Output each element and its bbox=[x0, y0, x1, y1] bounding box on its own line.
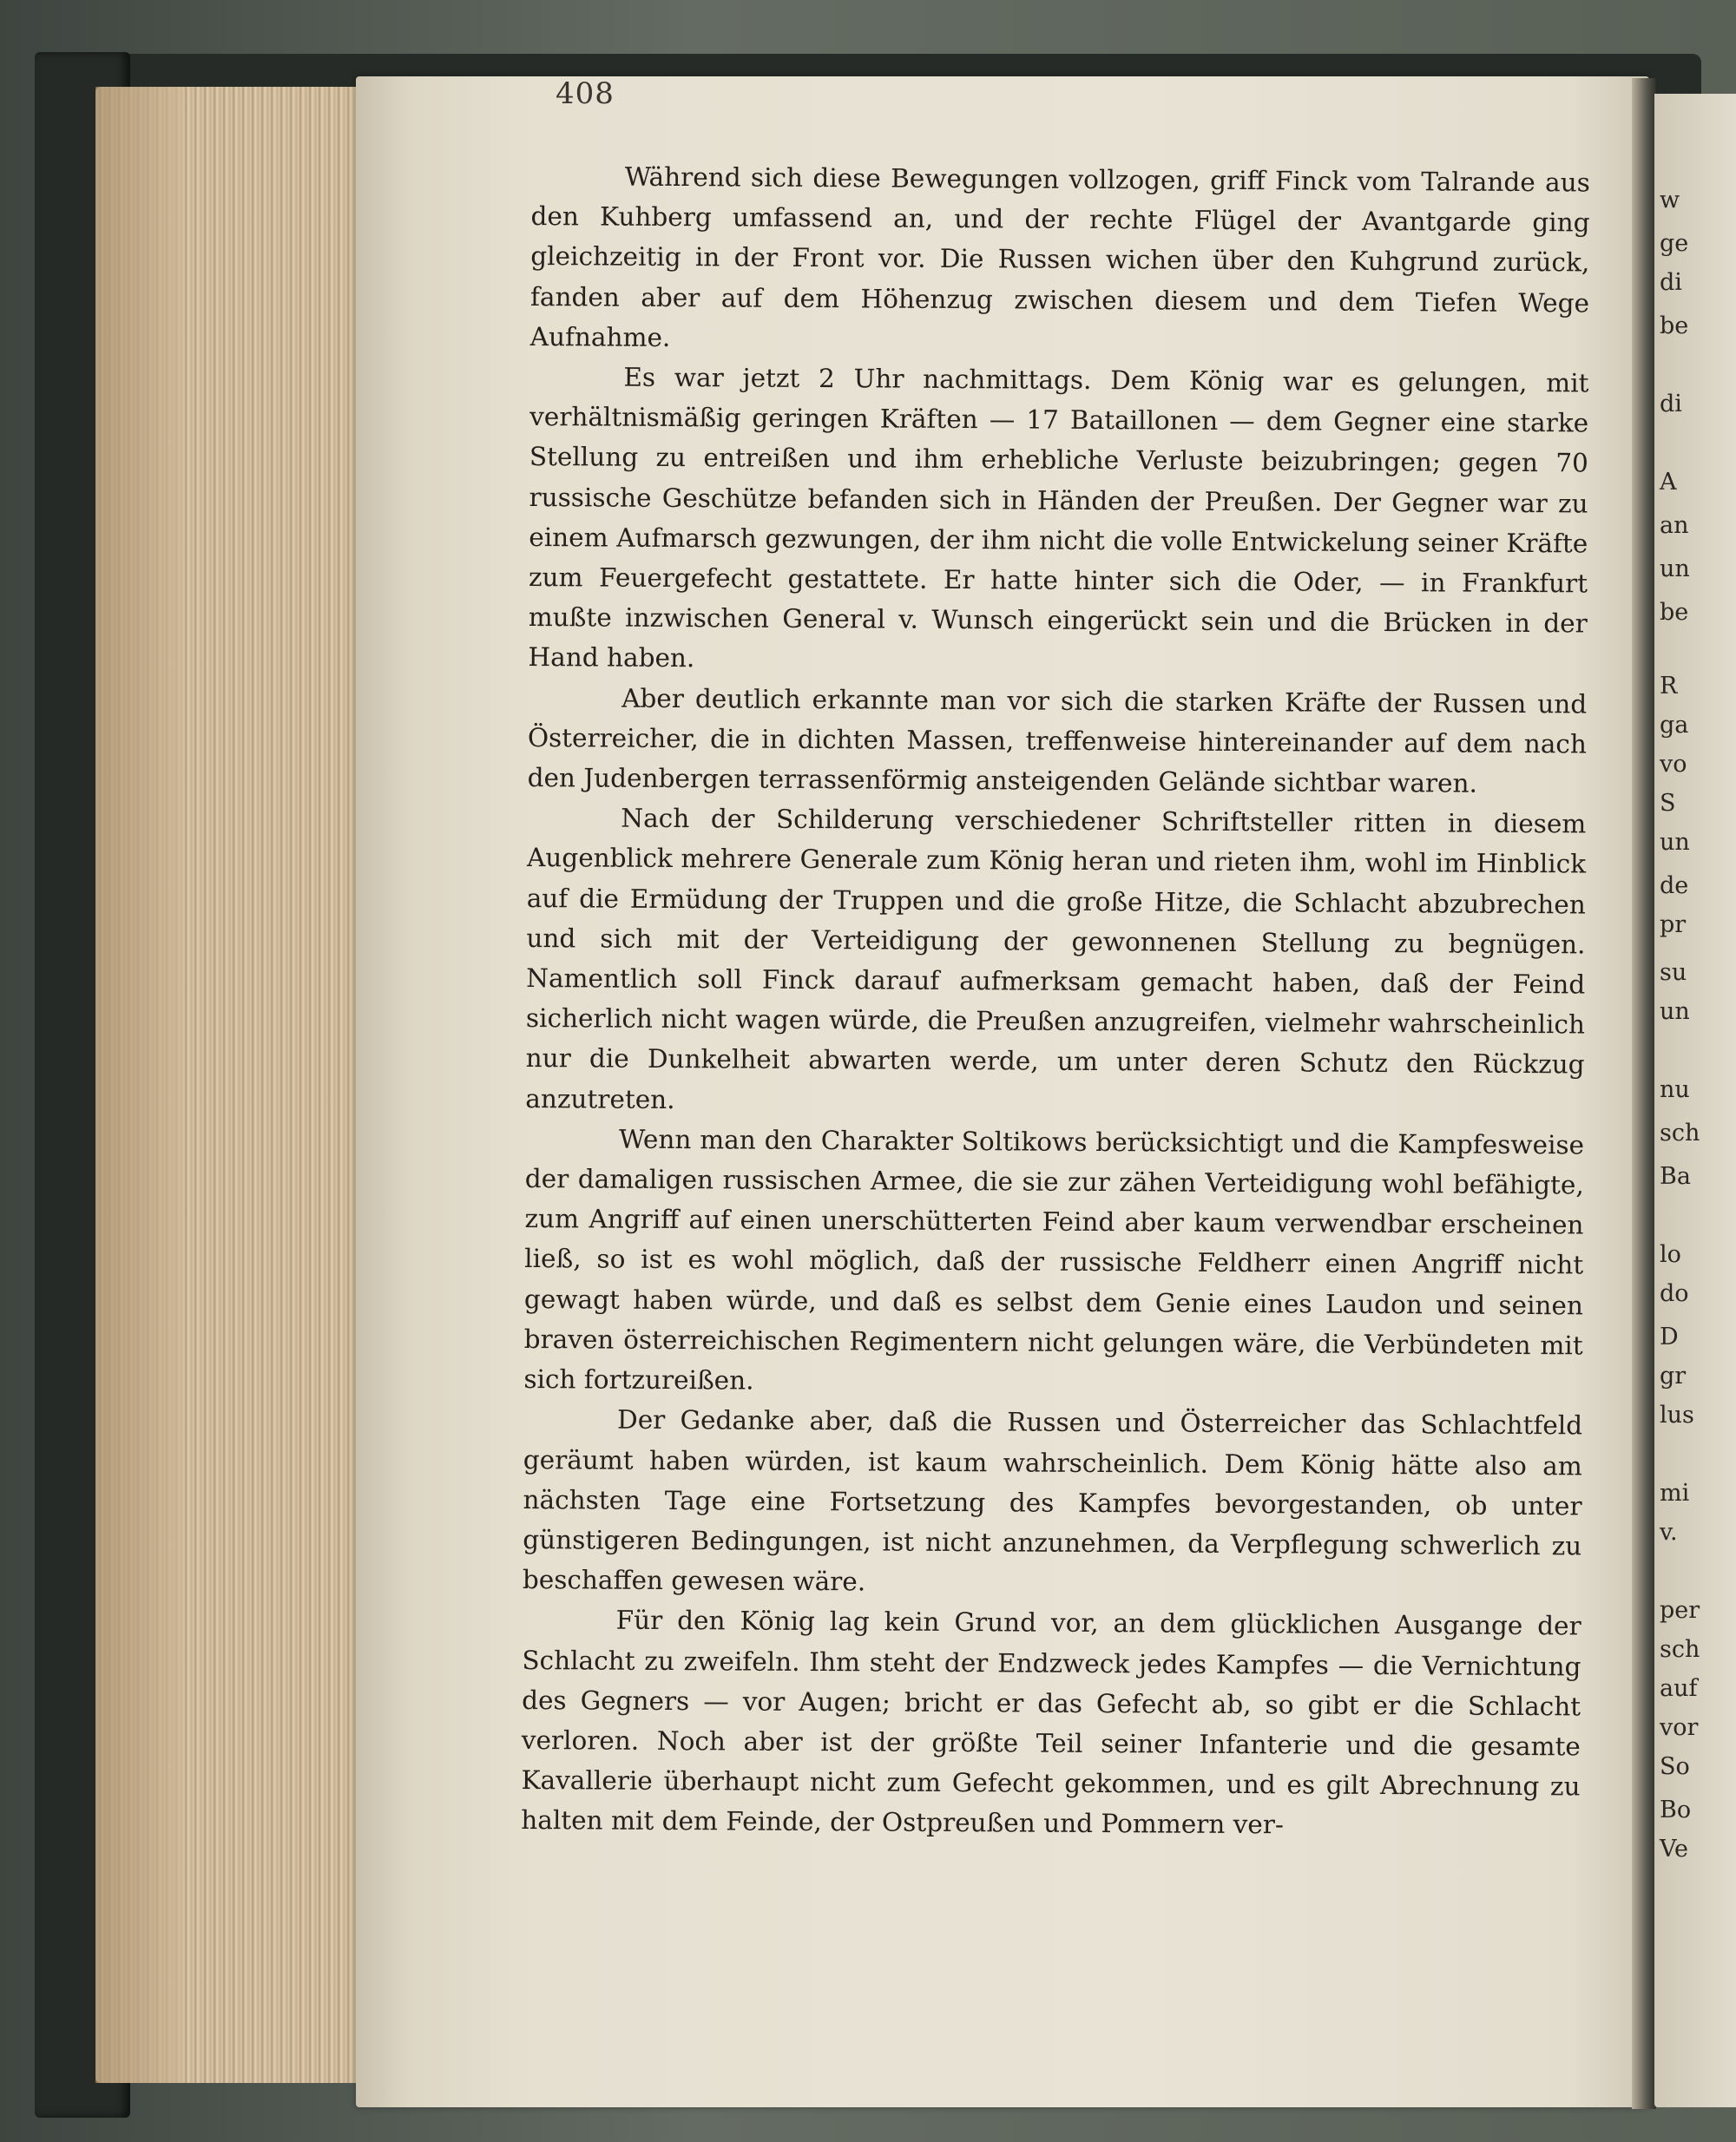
facing-page-fragment: per bbox=[1660, 1597, 1700, 1624]
paragraph: Aber deutlich erkannte man vor sich die starken Kräfte der Russen und Österreicher, die in dichten Massen, treffenweise hintereinander auf dem nach den Judenbergen terrassenförmig ansteigenden Gelände sichtbar waren. bbox=[527, 683, 1588, 798]
book-gutter bbox=[1632, 78, 1656, 2109]
facing-page-fragment: lus bbox=[1660, 1402, 1694, 1429]
facing-page-fragment: be bbox=[1660, 312, 1689, 339]
page-body-text bbox=[521, 156, 1590, 1847]
page-edges bbox=[95, 87, 373, 2083]
facing-page-fragment: un bbox=[1660, 998, 1690, 1025]
facing-page-fragment: di bbox=[1660, 269, 1682, 296]
paragraph: Nach der Schilderung verschiedener Schriftsteller ritten in diesem Augenblick mehrere Generale zum König heran und rieten ihm, wohl im Hinblick auf die Ermüdung der Truppen und die große Hitze, die Schlacht abzubrechen und sich mit der Verteidigung der gewonnenen Stellung zu begnügen. Namentlich soll Finck darauf aufmerksam gemacht haben, daß der Feind sicherlich nicht wagen würde, die Preußen anzugreifen, vielmehr wahrscheinlich nur die Dunkelheit abwarten werde, um unter deren Schutz den Rückzug anzutreten. bbox=[525, 803, 1587, 1114]
facing-page-fragment: vor bbox=[1660, 1714, 1699, 1741]
facing-page-fragment: w bbox=[1660, 187, 1680, 214]
facing-page-fragment: Ba bbox=[1660, 1163, 1691, 1190]
page-number: 408 bbox=[556, 76, 615, 111]
paragraph: Der Gedanke aber, daß die Russen und Österreicher das Schlachtfeld geräumt haben würden, ist kaum wahrscheinlich. Dem König hätte also am nächsten Tage eine Fortsetzung des Kampfes bevorgestanden, ob unter günstigeren Bedingungen, ist nicht anzunehmen, da Verpflegung schwerlich zu beschaffen gewesen wäre. bbox=[522, 1404, 1583, 1597]
facing-page-fragment: su bbox=[1660, 959, 1687, 986]
paragraph: Während sich diese Bewegungen vollzogen, griff Finck vom Talrande aus den Kuhberg umfassend an, und der rechte Flügel der Avantgarde ging gleichzeitig in der Front vor. Die Russen wichen über den Kuhgrund zurück, fanden aber auf dem Höhenzug zwischen diesem und dem Tiefen Wege Aufnahme. bbox=[529, 161, 1590, 352]
facing-page-fragment: nu bbox=[1660, 1076, 1690, 1103]
facing-page-fragment: D bbox=[1660, 1324, 1679, 1350]
facing-page-fragment: ga bbox=[1660, 712, 1689, 739]
facing-page-fragment: sch bbox=[1660, 1120, 1700, 1147]
facing-page-fragment: lo bbox=[1660, 1241, 1681, 1268]
facing-page-fragment: an bbox=[1660, 512, 1689, 539]
facing-page-fragment: Bo bbox=[1660, 1797, 1692, 1823]
facing-page-fragment: sch bbox=[1660, 1636, 1700, 1663]
facing-page-fragment: A bbox=[1660, 469, 1677, 496]
paragraph: Für den König lag kein Grund vor, an dem glücklichen Ausgange der Schlacht zu zweifeln. Ihm steht der Endzweck jedes Kampfes — die Vernichtung des Gegners — vor Augen; bricht er das Gefecht ab, so gibt er die Schlacht verloren. Noch aber ist der größte Teil seiner Infanterie und die gesamte Kavallerie überhaupt nicht zum Gefecht gekommen, und es gilt Abrechnung zu halten mit dem Feinde, der Ostpreußen und Pommern ver- bbox=[521, 1605, 1581, 1840]
facing-page-fragment: do bbox=[1660, 1280, 1689, 1307]
paragraph: Wenn man den Charakter Soltikows berücksichtigt und die Kampfesweise der damaligen russischen Armee, die sie zur zähen Verteidigung wohl befähigte, zum Angriff auf einen unerschütterten Feind aber kaum verwendbar erscheinen ließ, so ist es wohl möglich, daß der russische Feldherr einen Angriff nicht gewagt haben würde, und daß es selbst dem Genie eines Laudon und seinen braven österreichischen Regimentern nicht gelungen wäre, die Verbündeten mit sich fortzureißen. bbox=[523, 1124, 1585, 1396]
facing-page-fragment: be bbox=[1660, 599, 1689, 626]
facing-page-fragment: un bbox=[1660, 555, 1690, 582]
facing-page-fragment: vo bbox=[1660, 751, 1687, 778]
facing-page-fragment: mi bbox=[1660, 1480, 1690, 1507]
facing-page-fragment: v. bbox=[1660, 1519, 1678, 1546]
facing-page-fragment: gr bbox=[1660, 1363, 1687, 1390]
facing-page-fragment: Ve bbox=[1660, 1836, 1688, 1863]
facing-page-fragment: de bbox=[1660, 872, 1689, 899]
facing-page-fragment: di bbox=[1660, 391, 1682, 417]
paragraph: Es war jetzt 2 Uhr nachmittags. Dem König war es gelungen, mit verhältnismäßig geringen Kräften — 17 Bataillonen — dem Gegner eine starke Stellung zu entreißen und ihm erhebliche Verluste beizubringen; gegen 70 russische Geschütze befanden sich in Händen der Preußen. Der Gegner war zu einem Aufmarsch gezwungen, der ihm nicht die volle Entwickelung seiner Kräfte zum Feuergefecht gestattete. Er hatte hinter sich die Oder, — in Frankfurt mußte inzwischen General v. Wunsch eingerückt sein und die Brücken in der Hand haben. bbox=[528, 362, 1589, 673]
facing-page-fragment: un bbox=[1660, 829, 1690, 856]
facing-page-fragment: R bbox=[1660, 673, 1678, 700]
facing-page-fragment: S bbox=[1660, 790, 1676, 817]
facing-page-fragment: auf bbox=[1660, 1675, 1698, 1702]
facing-page-fragment: ge bbox=[1660, 230, 1689, 257]
facing-page-fragment: So bbox=[1660, 1753, 1690, 1780]
facing-page-fragment: pr bbox=[1660, 911, 1687, 938]
